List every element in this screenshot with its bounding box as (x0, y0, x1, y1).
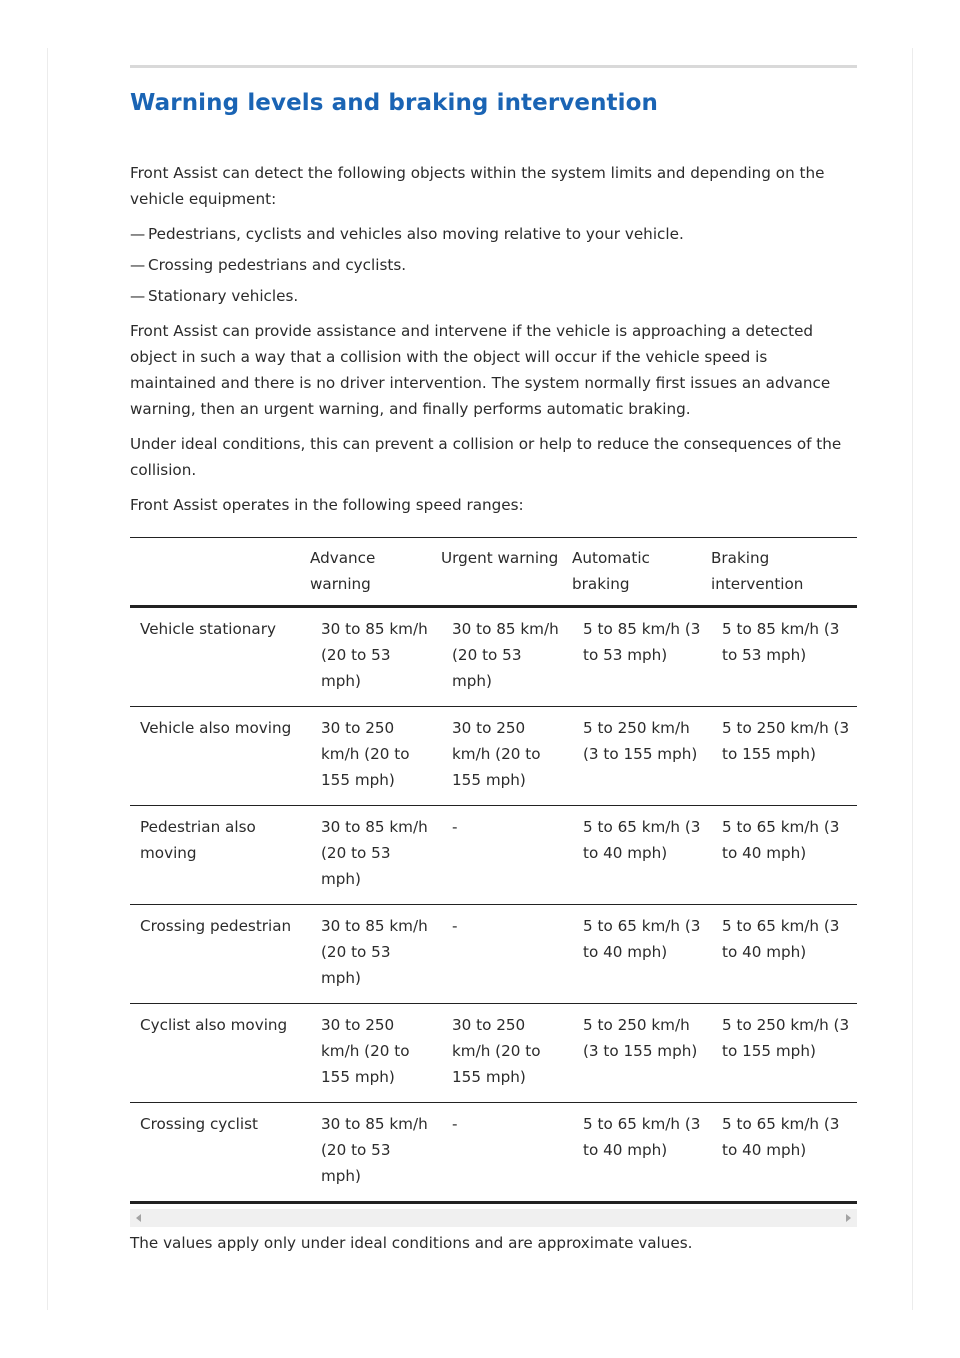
table-cell: 30 to 250 km/h (20 to 155 mph) (300, 1004, 431, 1103)
table-cell: 30 to 250 km/h (20 to 155 mph) (300, 707, 431, 806)
table-row (130, 1004, 857, 1103)
table-cell: - (431, 905, 562, 1004)
table-cell: 30 to 250 km/h (20 to 155 mph) (431, 707, 562, 806)
bullet-marker: — (130, 287, 146, 305)
page-title: Warning levels and braking intervention (130, 90, 659, 116)
table-header-cell: Automatic braking (562, 538, 701, 607)
top-divider (130, 65, 857, 68)
intro-paragraph: Front Assist can detect the following objects within the system limits and depending on the vehicle equipment: (130, 164, 825, 208)
footnote: The values apply only under ideal conditions and are approximate values. (130, 1234, 693, 1252)
row-label: Crossing cyclist (130, 1103, 300, 1203)
table-row (130, 806, 857, 905)
table-header-cell (130, 538, 300, 607)
row-label: Cyclist also moving (130, 1004, 300, 1103)
table-row (130, 607, 857, 707)
table-cell: 5 to 250 km/h (3 to 155 mph) (701, 707, 857, 806)
bullet-marker: — (130, 256, 146, 274)
table-cell: - (431, 806, 562, 905)
table-cell: 5 to 250 km/h (3 to 155 mph) (562, 707, 701, 806)
speed-range-table (130, 537, 857, 1204)
table-row (130, 905, 857, 1004)
table-cell: 30 to 85 km/h (20 to 53 mph) (300, 806, 431, 905)
table-header-row (130, 538, 857, 607)
scroll-right-arrow-icon[interactable] (846, 1214, 851, 1222)
table-cell: - (431, 1103, 562, 1203)
bullet-marker: — (130, 225, 146, 243)
body-text (130, 160, 857, 527)
table-row (130, 707, 857, 806)
table-cell: 5 to 250 km/h (3 to 155 mph) (562, 1004, 701, 1103)
table-row (130, 1103, 857, 1203)
table-cell: 30 to 85 km/h (20 to 53 mph) (300, 1103, 431, 1203)
table-cell: 5 to 65 km/h (3 to 40 mph) (562, 1103, 701, 1203)
table-cell: 5 to 65 km/h (3 to 40 mph) (701, 905, 857, 1004)
table-header-cell: Braking intervention (701, 538, 857, 607)
table-cell: 30 to 85 km/h (20 to 53 mph) (300, 905, 431, 1004)
table-cell: 30 to 250 km/h (20 to 155 mph) (431, 1004, 562, 1103)
list-item: — Pedestrians, cyclists and vehicles also moving relative to your vehicle. (130, 221, 857, 247)
list-item: — Stationary vehicles. (130, 283, 857, 309)
object-list (130, 221, 857, 309)
table-cell: 5 to 85 km/h (3 to 53 mph) (701, 607, 857, 707)
row-label: Crossing pedestrian (130, 905, 300, 1004)
row-label: Vehicle stationary (130, 607, 300, 707)
table-cell: 30 to 85 km/h (20 to 53 mph) (300, 607, 431, 707)
row-label: Pedestrian also moving (130, 806, 300, 905)
horizontal-scrollbar[interactable] (130, 1209, 857, 1227)
table-cell: 5 to 65 km/h (3 to 40 mph) (562, 905, 701, 1004)
speed-ranges-intro: Front Assist operates in the following speed ranges: (130, 496, 524, 514)
assistance-paragraph: Front Assist can provide assistance and intervene if the vehicle is approaching a detected object in such a way that a collision with the object will occur if the vehicle speed is maintained and there is no driver intervention. The system normally first issues an advance warning, then an urgent warning, and finally performs automatic braking. (130, 322, 831, 418)
table-cell: 5 to 65 km/h (3 to 40 mph) (562, 806, 701, 905)
page-margin-line-right (912, 48, 913, 1310)
table-header-cell: Urgent warning (431, 538, 562, 607)
table-cell: 30 to 85 km/h (20 to 53 mph) (431, 607, 562, 707)
table-cell: 5 to 85 km/h (3 to 53 mph) (562, 607, 701, 707)
page-margin-line-left (47, 48, 48, 1310)
table-cell: 5 to 65 km/h (3 to 40 mph) (701, 806, 857, 905)
scroll-left-arrow-icon[interactable] (136, 1214, 141, 1222)
list-item: — Crossing pedestrians and cyclists. (130, 252, 857, 278)
row-label: Vehicle also moving (130, 707, 300, 806)
table-header-cell: Advance warning (300, 538, 431, 607)
table-cell: 5 to 65 km/h (3 to 40 mph) (701, 1103, 857, 1203)
ideal-conditions-paragraph: Under ideal conditions, this can prevent a collision or help to reduce the consequences of the collision. (130, 435, 842, 479)
table-cell: 5 to 250 km/h (3 to 155 mph) (701, 1004, 857, 1103)
